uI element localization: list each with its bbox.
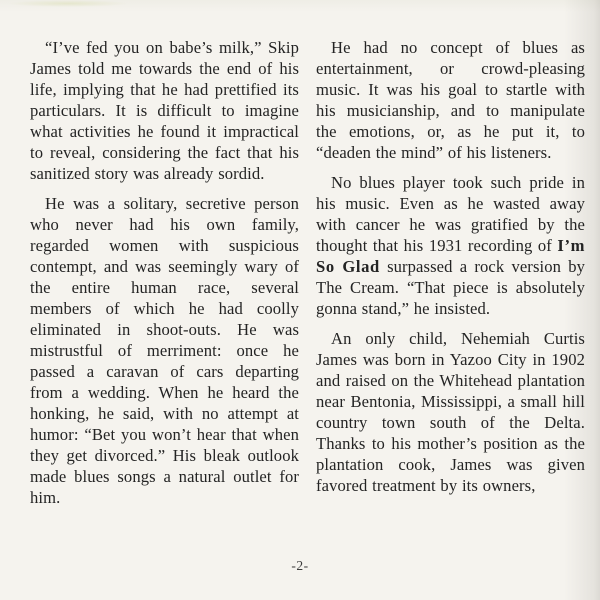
paragraph-pride-text-after-title: surpassed a rock version by The Cream. “That piece is absolutely gonna stand,” he insisted. <box>316 257 585 318</box>
paragraph-pride-in-music <box>316 172 585 319</box>
paragraph-solitary-person: He was a solitary, secretive person who never had his own family, regarded women with suspicious contempt, and was seemingly wary of the entire human race, several members of which he had coolly eliminated in shoot-outs. He was mistrustful of merriment: once he passed a caravan of cars departing from a wedding. When he heard the honking, he said, with no attempt at humor: “Bet you won’t hear that when they get divorced.” His bleak outlook made blues songs a natural outlet for him. <box>30 194 299 507</box>
paragraph-pride-text-before-title: No blues player took such pride in his music. Even as he wasted away with cancer he was gratified by the thought that his 1931 recording of <box>316 173 585 255</box>
left-column <box>30 37 299 517</box>
paragraph-only-child: An only child, Nehemiah Curtis James was born in Yazoo City in 1902 and raised on the Whitehead plantation near Bentonia, Mississippi, a small hill country town south of the Delta. Thanks to his mother’s position as the plantation cook, James was given favored treatment by its owners, <box>316 329 585 495</box>
text-columns <box>30 37 585 517</box>
paragraph-babes-milk: “I’ve fed you on babe’s milk,” Skip James told me towards the end of his life, implying that he had prettified its particulars. It is difficult to imagine what activities he found it impractical to reveal, considering the fact that his sanitized story was already sordid. <box>30 38 299 183</box>
page-number: -2- <box>291 558 309 573</box>
right-column <box>316 37 585 517</box>
paragraph-no-concept-of-blues: He had no concept of blues as entertainment, or crowd-pleasing music. It was his goal to startle with his musicianship, and to manipulate the emotions, or, as he put it, to “deaden the mind” of his listeners. <box>316 38 585 162</box>
song-title-im-so-glad: I’m So Glad <box>316 236 585 276</box>
